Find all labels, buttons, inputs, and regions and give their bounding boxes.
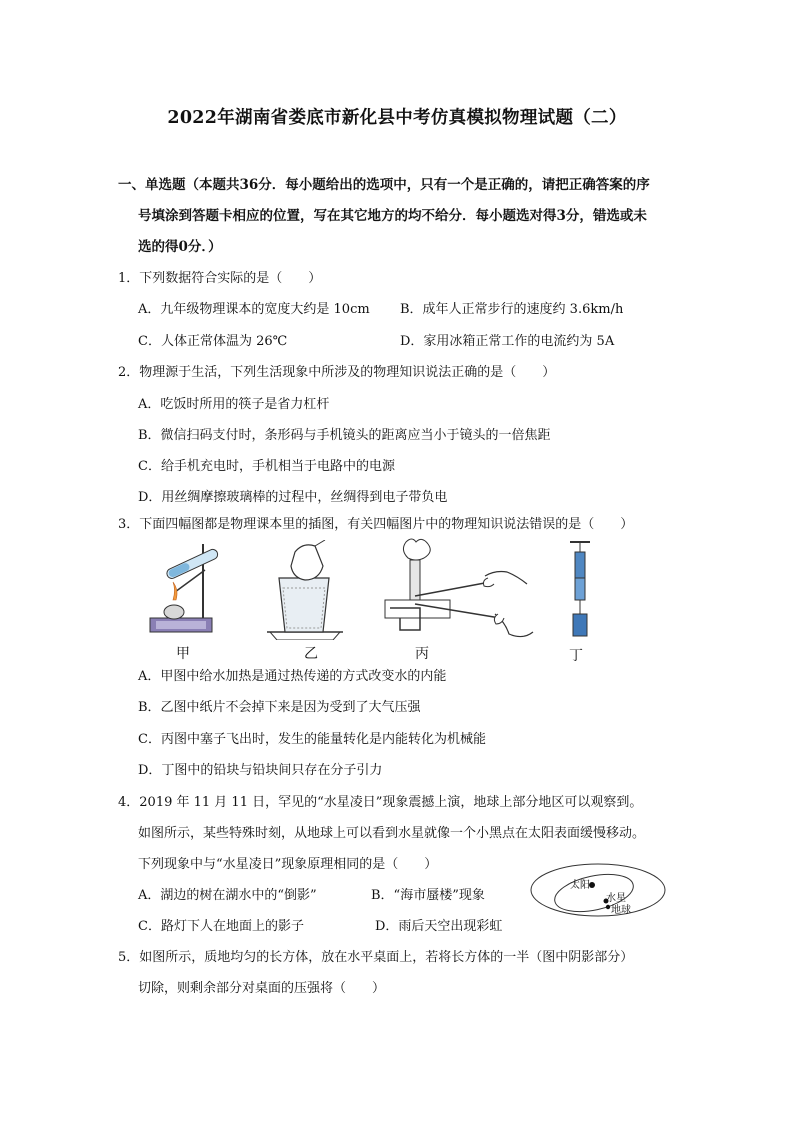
figure-bing-rope-tube: [380, 538, 540, 643]
section-header: [118, 170, 678, 263]
figure-jia-heating-tube: [145, 540, 225, 640]
q1-option-a: A．九年级物理课本的宽度大约是 10cm: [138, 302, 370, 317]
figure-label-bing: 丙: [415, 646, 429, 662]
q4-option-c: C．路灯下人在地面上的影子: [138, 919, 304, 934]
q2-stem: 2．物理源于生活，下列生活现象中所涉及的物理知识说法正确的是（ ）: [118, 365, 556, 380]
label-mercury: 水星: [606, 893, 626, 904]
section-line-1: 一、单选题（本题共36分．每小题给出的选项中，只有一个是正确的，请把正确答案的序: [118, 177, 650, 193]
label-earth: 地球: [611, 905, 631, 916]
q2-option-d: D．用丝绸摩擦玻璃棒的过程中，丝绸得到电子带负电: [138, 490, 448, 505]
q4-orbit-diagram: [528, 855, 668, 925]
label-sun: 太阳: [570, 880, 590, 891]
q1-option-b: B．成年人正常步行的速度约 3.6km/h: [400, 302, 624, 317]
q3-stem: 3．下面四幅图都是物理课本里的插图，有关四幅图片中的物理知识说法错误的是（ ）: [118, 517, 634, 532]
q4-option-b: B．“海市蜃楼”现象: [371, 888, 485, 903]
q4-stem-line-1: 4．2019 年 11 月 11 日，罕见的“水星凌日”现象震撼上演，地球上部分地区可以观察到。: [118, 795, 643, 810]
figure-label-jia: 甲: [176, 646, 190, 662]
q2-option-b: B．微信扫码支付时，条形码与手机镜头的距离应当小于镜头的一倍焦距: [138, 428, 551, 443]
q3-option-b: B．乙图中纸片不会掉下来是因为受到了大气压强: [138, 700, 421, 715]
figure-label-ding: 丁: [569, 648, 583, 664]
q3-option-a: A．甲图中给水加热是通过热传递的方式改变水的内能: [138, 669, 447, 684]
q4-option-a: A．湖边的树在湖水中的“倒影”: [138, 888, 317, 903]
figure-ding-lead-blocks: [565, 538, 595, 648]
q4-stem-line-3: 下列现象中与“水星凌日”现象原理相同的是（ ）: [138, 857, 438, 872]
q5-stem-line-1: 5．如图所示，质地均匀的长方体，放在水平桌面上，若将长方体的一半（图中阴影部分）: [118, 950, 634, 965]
q4-option-d: D．雨后天空出现彩虹: [375, 919, 503, 934]
section-line-2: 号填涂到答题卡相应的位置，写在其它地方的均不给分．每小题选对得3分，错选或未: [138, 208, 647, 224]
q1-option-c: C．人体正常体温为 26℃: [138, 334, 288, 349]
q2-option-c: C．给手机充电时，手机相当于电路中的电源: [138, 459, 395, 474]
page-title: 2022年湖南省娄底市新化县中考仿真模拟物理试题（二）: [167, 108, 627, 128]
figure-label-yi: 乙: [304, 646, 318, 662]
q3-option-d: D．丁图中的铅块与铅块间只存在分子引力: [138, 763, 383, 778]
q1-option-d: D．家用冰箱正常工作的电流约为 5A: [400, 334, 615, 349]
section-line-3: 选的得0分．）: [138, 239, 222, 255]
q3-option-c: C．丙图中塞子飞出时，发生的能量转化是内能转化为机械能: [138, 732, 486, 747]
q5-stem-line-2: 切除，则剩余部分对桌面的压强将（ ）: [138, 981, 386, 996]
figure-yi-glass-paper: [265, 540, 345, 640]
q4-stem-line-2: 如图所示，某些特殊时刻，从地球上可以看到水星就像一个小黑点在太阳表面缓慢移动。: [138, 826, 646, 841]
q1-stem: 1．下列数据符合实际的是（ ）: [118, 271, 322, 286]
q2-option-a: A．吃饭时所用的筷子是省力杠杆: [138, 397, 330, 412]
